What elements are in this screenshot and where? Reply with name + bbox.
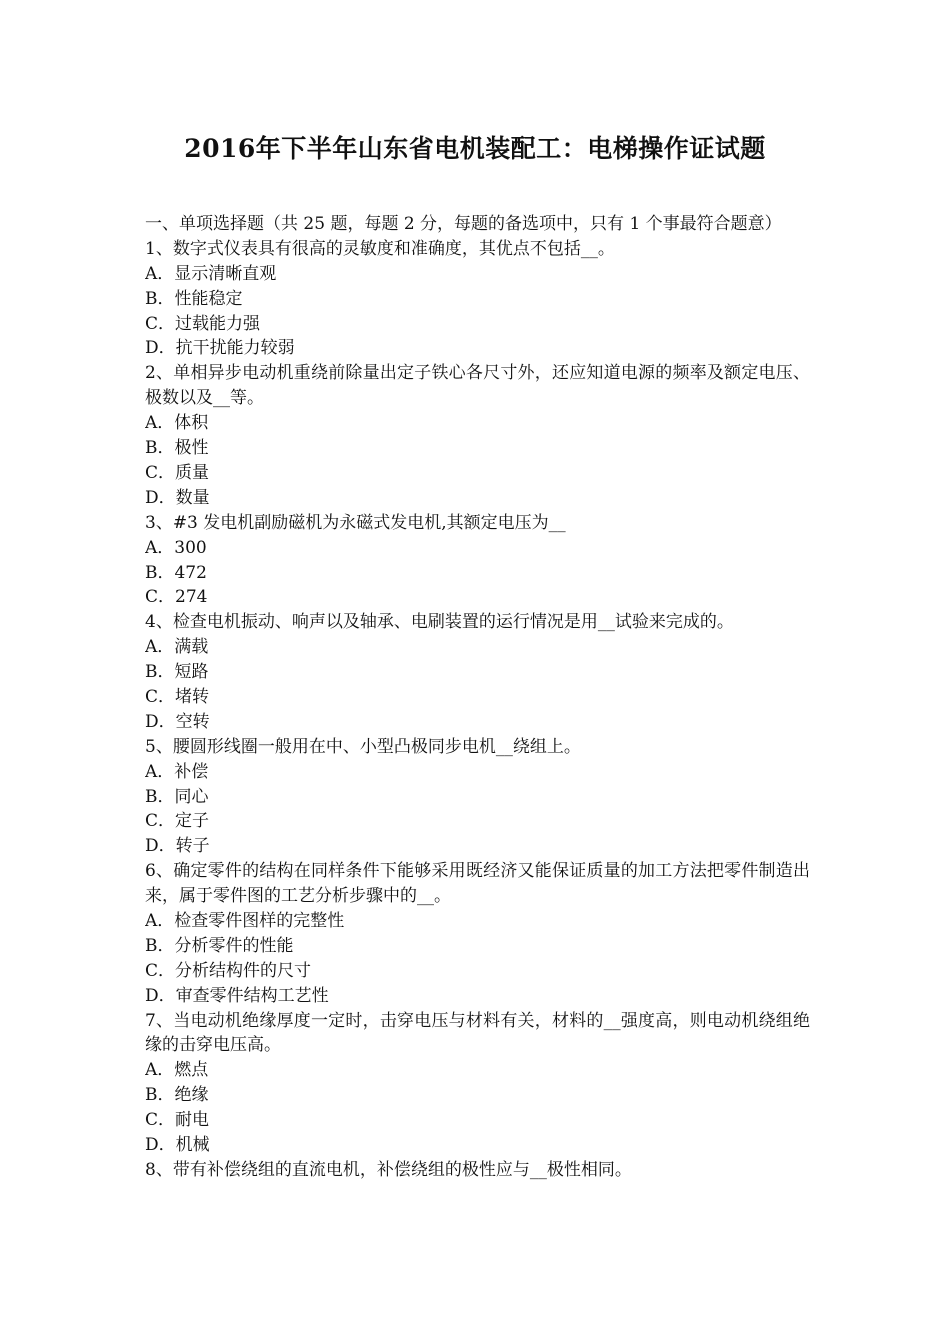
question-option: C．分析结构件的尺寸 bbox=[145, 960, 312, 981]
question-stem: 7、当电动机绝缘厚度一定时，击穿电压与材料有关，材料的__强度高，则电动机绕组绝缘的击穿电压高。 bbox=[145, 1010, 810, 1056]
question-stem: 5、腰圆形线圈一般用在中、小型凸极同步电机__绕组上。 bbox=[145, 736, 581, 757]
question-option: D．机械 bbox=[145, 1135, 210, 1156]
question-block bbox=[145, 511, 810, 611]
question-option: D．数量 bbox=[145, 487, 210, 508]
question-option: D．抗干扰能力较弱 bbox=[145, 338, 295, 359]
question-option: C．定子 bbox=[145, 811, 210, 832]
question-option: C．耐电 bbox=[145, 1110, 210, 1131]
question-option: B．472 bbox=[145, 562, 207, 583]
question-option: A．300 bbox=[145, 537, 207, 558]
question-block bbox=[145, 610, 810, 734]
question-option: A．体积 bbox=[145, 413, 209, 434]
question-option: C．过载能力强 bbox=[145, 313, 261, 334]
question-option: A．燃点 bbox=[145, 1060, 209, 1081]
question-stem: 3、#3 发电机副励磁机为永磁式发电机,其额定电压为__ bbox=[145, 512, 566, 533]
question-stem: 1、数字式仪表具有很高的灵敏度和准确度，其优点不包括__。 bbox=[145, 238, 615, 259]
question-option: B．短路 bbox=[145, 662, 209, 683]
question-block bbox=[145, 237, 810, 361]
document-title: 2016年下半年山东省电机装配工：电梯操作证试题 bbox=[184, 134, 766, 163]
question-stem: 8、带有补偿绕组的直流电机，补偿绕组的极性应与__极性相同。 bbox=[145, 1159, 632, 1180]
question-option: A．补偿 bbox=[145, 761, 209, 782]
question-option: B．绝缘 bbox=[145, 1085, 209, 1106]
question-block bbox=[145, 1009, 810, 1158]
question-option: B．分析零件的性能 bbox=[145, 935, 294, 956]
question-option: D．审查零件结构工艺性 bbox=[145, 985, 329, 1006]
question-block bbox=[145, 1158, 810, 1183]
question-block bbox=[145, 361, 810, 510]
question-block bbox=[145, 735, 810, 859]
document-body bbox=[145, 212, 810, 1183]
question-option: B．极性 bbox=[145, 438, 209, 459]
section-heading: 一、单项选择题（共 25 题，每题 2 分，每题的备选项中，只有 1 个事最符合题意） bbox=[145, 214, 782, 234]
question-option: A．显示清晰直观 bbox=[145, 263, 277, 284]
question-option: B．同心 bbox=[145, 786, 209, 807]
question-option: B．性能稳定 bbox=[145, 288, 243, 309]
question-option: C．质量 bbox=[145, 462, 210, 483]
question-stem: 6、确定零件的结构在同样条件下能够采用既经济又能保证质量的加工方法把零件制造出来，属于零件图的工艺分析步骤中的__。 bbox=[145, 861, 810, 907]
question-block bbox=[145, 859, 810, 1008]
question-option: D．空转 bbox=[145, 711, 210, 732]
question-option: C．274 bbox=[145, 587, 208, 608]
question-option: C．堵转 bbox=[145, 686, 210, 707]
question-stem: 2、单相异步电动机重绕前除量出定子铁心各尺寸外，还应知道电源的频率及额定电压、极数以及__等。 bbox=[145, 363, 810, 409]
question-option: D．转子 bbox=[145, 836, 210, 857]
question-stem: 4、检查电机振动、响声以及轴承、电刷装置的运行情况是用__试验来完成的。 bbox=[145, 612, 734, 633]
question-option: A．满载 bbox=[145, 637, 209, 658]
question-option: A．检查零件图样的完整性 bbox=[145, 911, 345, 932]
